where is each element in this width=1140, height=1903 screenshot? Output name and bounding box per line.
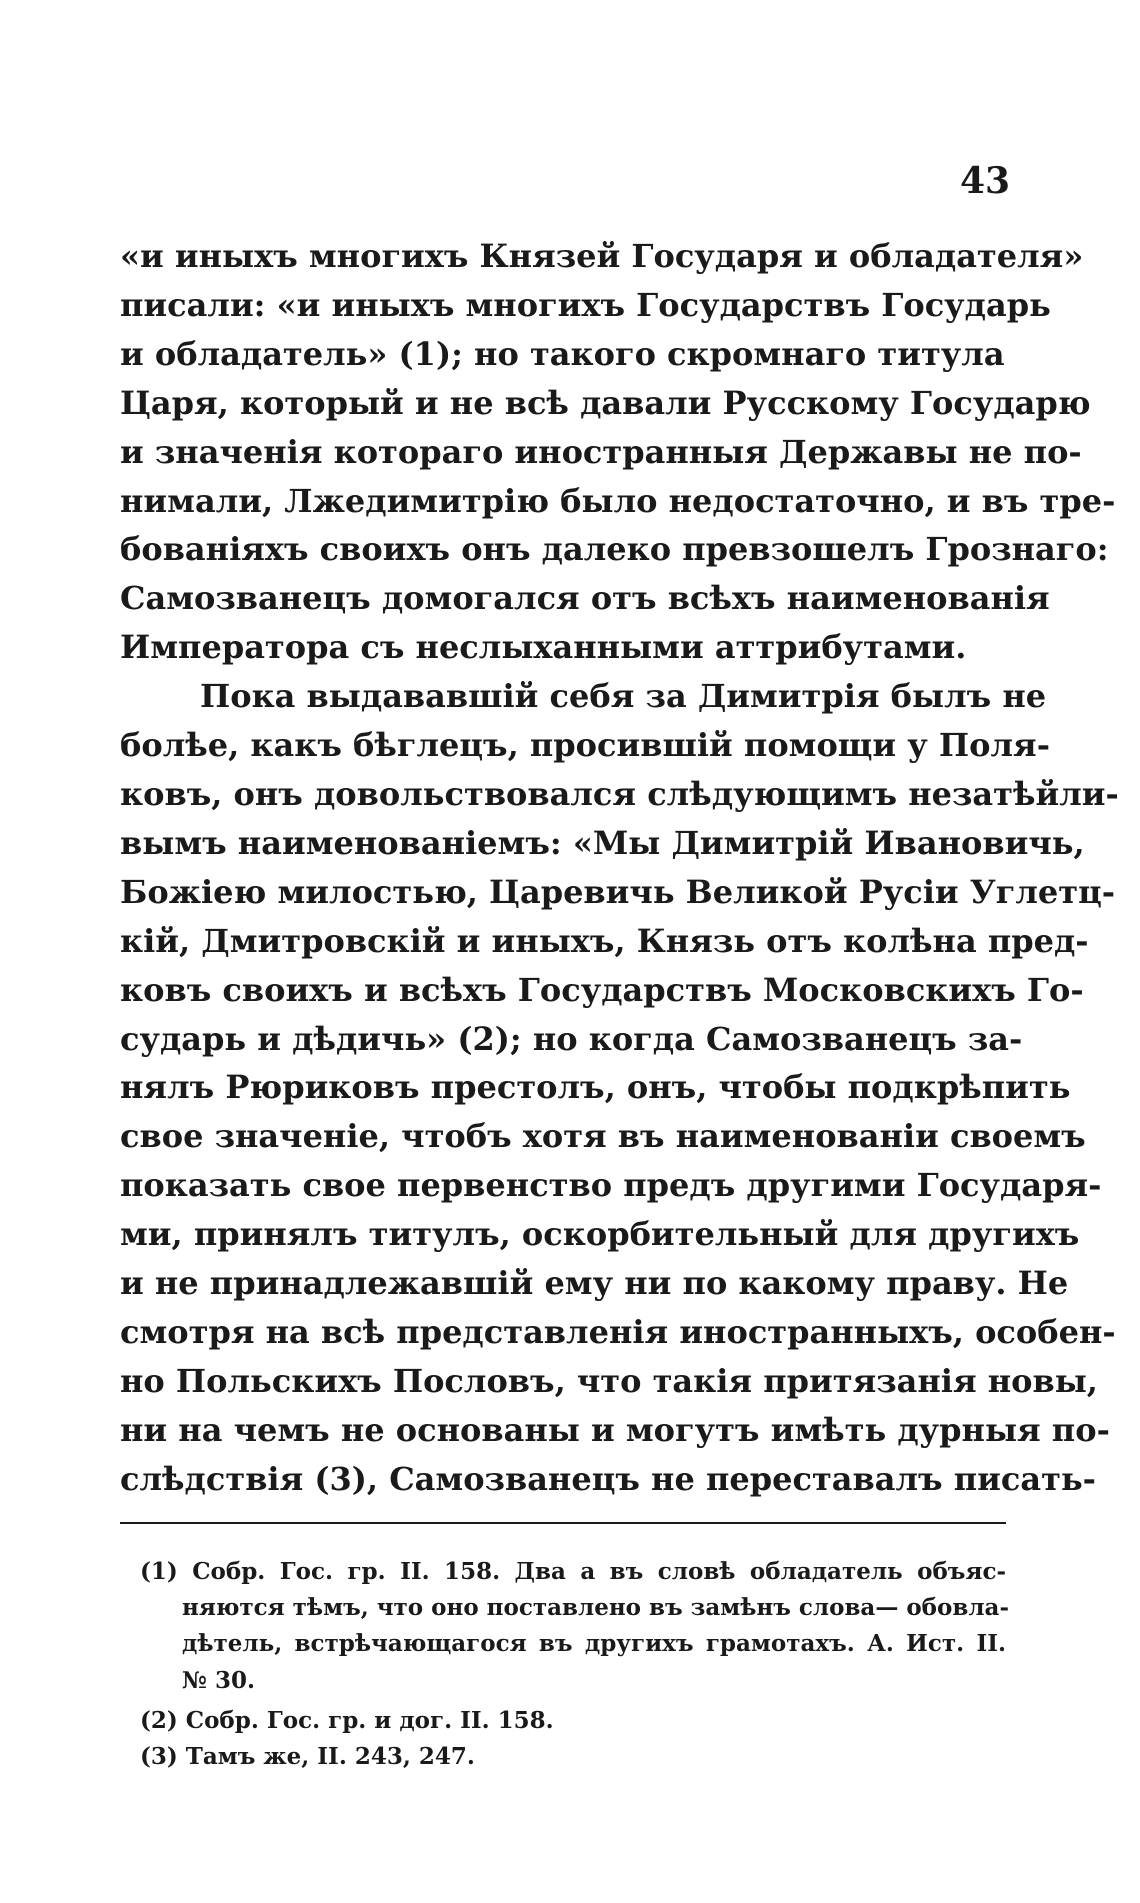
text-line: смотря на всѣ представленія иностранныхъ, особен-: [120, 1312, 1116, 1351]
footnotes: [140, 1554, 1010, 1775]
footnote-line: (1) Собр. Гос. гр. II. 158. Два а въ словѣ обладатель объяс-: [140, 1558, 1006, 1585]
page-number: 43: [960, 160, 1011, 202]
text-line: слѣдствія (3), Самозванецъ не переставалъ писать-: [120, 1459, 1096, 1498]
text-line: нялъ Рюриковъ престолъ, онъ, чтобы подкрѣпить: [120, 1068, 1071, 1107]
text-line: ковъ, онъ довольствовался слѣдующимъ незатѣйли-: [120, 774, 1119, 813]
text-line: ми, принялъ титулъ, оскорбительный для другихъ: [120, 1215, 1080, 1254]
footnote-line: дѣтель, встрѣчающагося въ другихъ грамотахъ. А. Ист. II.: [182, 1630, 1006, 1658]
footnote-line: № 30.: [182, 1666, 256, 1694]
footnote-3: (3) Тамъ же, II. 243, 247.: [140, 1743, 475, 1771]
text-line: ковъ своихъ и всѣхъ Государствъ Московскихъ Го-: [120, 970, 1084, 1009]
text-line: вымъ наименованіемъ: «Мы Димитрій Ивановичь,: [120, 823, 1085, 862]
text-line: но Польскихъ Пословъ, что такія притязанія новы,: [120, 1361, 1098, 1400]
footnote-line: няются тѣмъ, что оно поставлено въ замѣнъ слова— обовла-: [182, 1594, 1010, 1622]
footnote-1: [140, 1554, 1010, 1699]
text-line: Пока выдававшій себя за Димитрія былъ не: [200, 677, 1047, 716]
text-line: Императора съ неслыханными аттрибутами.: [120, 628, 967, 667]
text-line: болѣе, какъ бѣглецъ, просившій помощи у Поля-: [120, 726, 1050, 765]
text-line: и значенія котораго иностранныя Державы не по-: [120, 432, 1082, 471]
text-line: Божіею милостью, Царевичь Великой Русіи Углетц-: [120, 872, 1116, 911]
text-line: Самозванецъ домогался отъ всѣхъ наименованія: [120, 579, 1050, 618]
text-line: и обладатель» (1); но такого скромнаго титула: [120, 334, 1005, 373]
text-line: нимали, Лжедимитрію было недостаточно, и въ тре-: [120, 481, 1116, 520]
text-line: бованіяхъ своихъ онъ далеко превзошелъ Грознаго:: [120, 530, 1109, 569]
text-line: ни на чемъ не основаны и могутъ имѣть дурныя по-: [120, 1410, 1110, 1449]
text-line: «и иныхъ многихъ Князей Государя и обладателя»: [120, 237, 1084, 275]
footnote-2: (2) Собр. Гос. гр. и дог. II. 158.: [140, 1706, 554, 1734]
text-line: показать свое первенство предъ другими Государя-: [120, 1166, 1102, 1205]
text-line: кій, Дмитровскій и иныхъ, Князь отъ колѣна пред-: [120, 921, 1089, 960]
footnote-rule: [120, 1522, 1006, 1524]
text-line: свое значеніе, чтобъ хотя въ наименованіи своемъ: [120, 1117, 1086, 1156]
text-line: сударь и дѣдичь» (2); но когда Самозванецъ за-: [120, 1019, 1023, 1058]
text-line: писали: «и иныхъ многихъ Государствъ Государь: [120, 285, 1051, 324]
text-line: Царя, который и не всѣ давали Русскому Государю: [120, 383, 1091, 422]
text-line: и не принадлежавшій ему ни по какому праву. Не: [120, 1264, 1069, 1303]
main-text: [120, 232, 1119, 1504]
